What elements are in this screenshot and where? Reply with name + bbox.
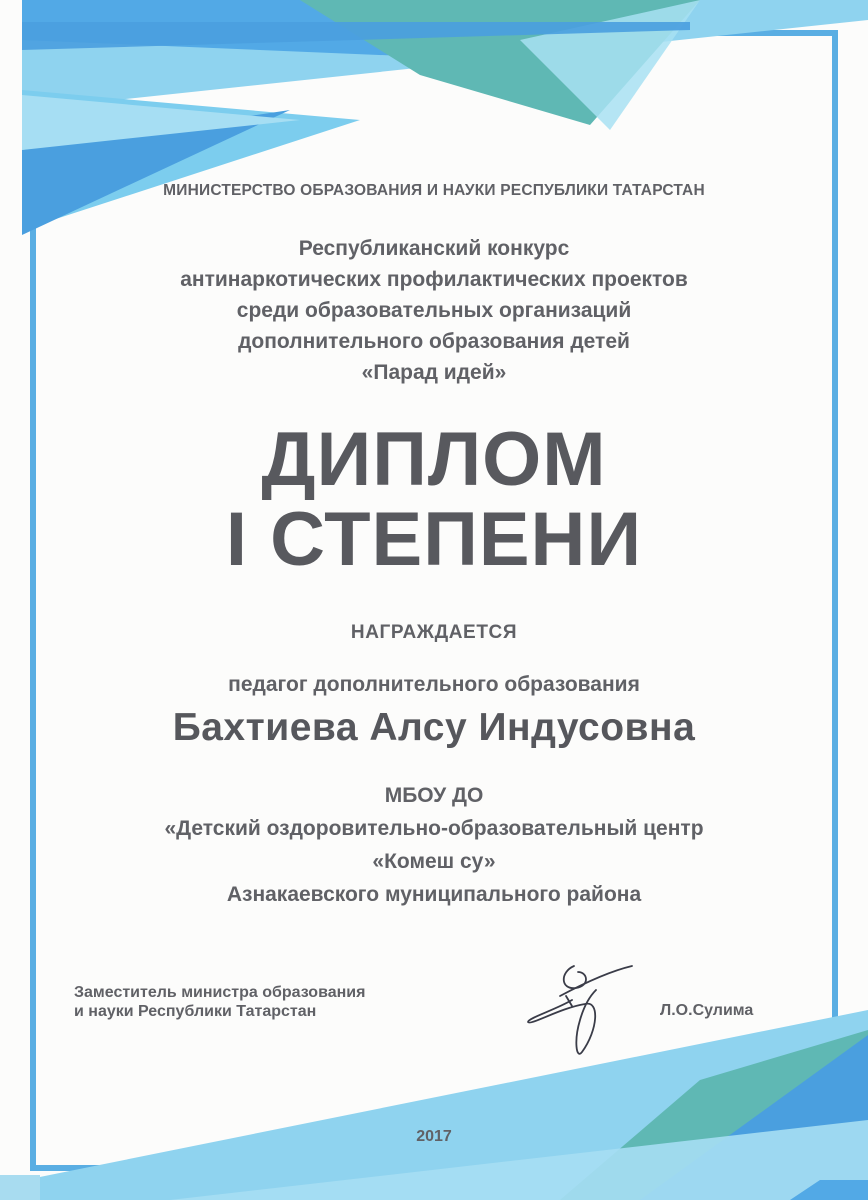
diploma-title <box>0 417 868 582</box>
signer-position-line1: Заместитель министра образования <box>74 984 366 1001</box>
contest-line: Республиканский конкурс <box>298 237 570 260</box>
awarded-label: НАГРАЖДАЕТСЯ <box>350 622 518 643</box>
organization <box>0 779 868 911</box>
contest-name: «Парад идей» <box>361 361 507 384</box>
contest-line: среди образовательных организаций <box>236 299 632 322</box>
recipient-role: педагог дополнительного образования <box>228 673 640 696</box>
year-label: 2017 <box>416 1128 452 1145</box>
contest-description <box>0 233 868 388</box>
contest-line: дополнительного образования детей <box>238 330 630 353</box>
signer-name: Л.О.Сулима <box>660 1002 754 1019</box>
organization-line: Азнакаевского муниципального района <box>226 883 642 906</box>
diploma-title-line2: I СТЕПЕНИ <box>225 497 643 582</box>
organization-line: «Комеш су» <box>372 850 496 873</box>
signature-scribble <box>528 966 632 1054</box>
signer-position <box>74 983 365 1021</box>
organization-line: «Детский оздоровительно-образовательный центр <box>164 817 704 840</box>
diploma-title-line1: ДИПЛОМ <box>261 417 607 502</box>
bottom-left-corner <box>0 1175 40 1200</box>
ministry-header: МИНИСТЕРСТВО ОБРАЗОВАНИЯ И НАУКИ РЕСПУБЛИКИ ТАТАРСТАН <box>163 182 705 199</box>
contest-line: антинаркотических профилактических проектов <box>180 268 688 291</box>
recipient-name: Бахтиева Алсу Индусовна <box>172 706 696 749</box>
organization-line: МБОУ ДО <box>384 784 484 807</box>
signer-position-line2: и науки Республики Татарстан <box>74 1003 317 1020</box>
